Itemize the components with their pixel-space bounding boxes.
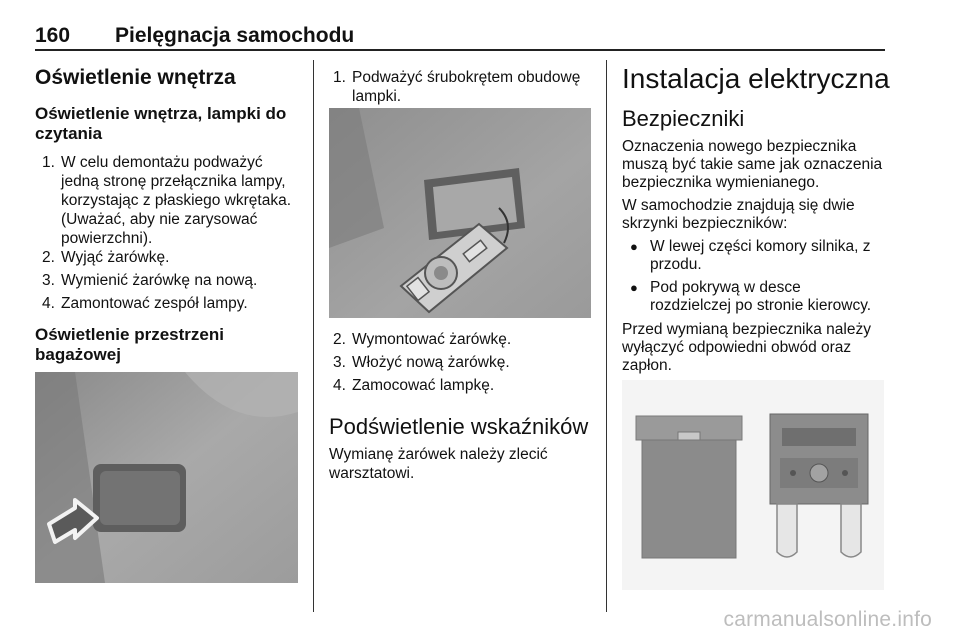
step-text: Włożyć nową żarówkę.	[352, 354, 510, 371]
step-text-line: jedną stronę przełącznika lampy,	[61, 173, 286, 190]
list-item-step-1	[333, 68, 603, 108]
section-title-electrical: Instalacja elektryczna	[622, 63, 890, 94]
step-number: 4.	[333, 377, 346, 394]
step-text: Zamocować lampkę.	[352, 377, 495, 394]
watermark: carmanualsonline.info	[723, 608, 932, 631]
section-title-instrument-lighting: Podświetlenie wskaźników	[329, 414, 589, 439]
step-text-line: lampki.	[352, 88, 402, 105]
paragraph-line: bezpiecznika wymienianego.	[622, 174, 820, 191]
column-divider-1	[313, 60, 314, 612]
paragraph-line: W samochodzie znajdują się dwie	[622, 197, 855, 214]
subsection-title-reading-lamps: Oświetlenie wnętrza, lampki do	[35, 104, 287, 123]
page-number: 160	[35, 24, 71, 47]
step-text-line: Podważyć śrubokrętem obudowę	[352, 69, 581, 86]
paragraph-line: wyłączyć odpowiedni obwód oraz	[622, 339, 852, 356]
page-header	[35, 24, 885, 50]
list-item-step-4	[333, 376, 593, 396]
illustration-fuses	[622, 380, 884, 590]
step-text-line: powierzchni).	[61, 230, 153, 247]
bullet-icon: ●	[630, 280, 638, 295]
list-item-step-1	[42, 153, 312, 253]
subsection-title-fuses: Bezpieczniki	[622, 106, 745, 131]
step-text: Zamontować zespół lampy.	[61, 295, 248, 312]
list-item-step-3	[333, 353, 593, 373]
step-number: 1.	[333, 69, 346, 86]
luggage-lamp-illustration	[35, 372, 298, 583]
step-number: 3.	[333, 354, 346, 371]
step-number: 2.	[42, 249, 55, 266]
page-title: Pielęgnacja samochodu	[115, 24, 355, 47]
list-item-step-2	[333, 330, 593, 350]
subsection-title-reading-lamps-cont: czytania	[35, 124, 103, 143]
subsection-title-luggage-lighting-cont: bagażowej	[35, 345, 121, 364]
step-number: 4.	[42, 295, 55, 312]
paragraph-line: muszą być takie same jak oznaczenia	[622, 156, 883, 173]
bullet-text-line: rozdzielczej po stronie kierowcy.	[650, 297, 872, 314]
paragraph-line: Oznaczenia nowego bezpiecznika	[622, 138, 857, 155]
list-item-step-3	[42, 271, 302, 291]
column-divider-2	[606, 60, 607, 612]
list-item-step-2	[42, 248, 302, 268]
step-text: Wyjąć żarówkę.	[61, 249, 170, 266]
bullet-text-line: przodu.	[650, 256, 702, 273]
step-number: 1.	[42, 154, 55, 171]
step-text: Wymontować żarówkę.	[352, 331, 512, 348]
step-text-line: korzystając z płaskiego wkrętaka.	[61, 192, 292, 209]
lamp-housing-illustration	[329, 108, 591, 318]
step-number: 2.	[333, 331, 346, 348]
cartridge-fuse-icon	[636, 416, 742, 558]
header-rule	[35, 49, 885, 51]
paragraph-line: Przed wymianą bezpiecznika należy	[622, 321, 871, 338]
bullet-text-line: W lewej części komory silnika, z	[650, 238, 871, 255]
step-text-line: W celu demontażu podważyć	[61, 154, 263, 171]
photo-lamp-housing	[329, 108, 591, 318]
photo-luggage-lamp	[35, 372, 298, 583]
section-title-interior-lighting: Oświetlenie wnętrza	[35, 66, 236, 89]
bullet-text-line: Pod pokrywą w desce	[650, 279, 801, 296]
step-text: Wymienić żarówkę na nową.	[61, 272, 258, 289]
list-item-bullet-1	[630, 237, 886, 277]
paragraph-line: warsztatowi.	[329, 465, 415, 482]
subsection-title-luggage-lighting: Oświetlenie przestrzeni	[35, 325, 224, 344]
step-text-line: (Uważać, aby nie zarysować	[61, 211, 258, 228]
step-number: 3.	[42, 272, 55, 289]
paragraph-line: zapłon.	[622, 357, 672, 374]
fuses-illustration	[622, 380, 884, 590]
list-item-step-4	[42, 294, 302, 314]
bullet-icon: ●	[630, 239, 638, 254]
paragraph-line: skrzynki bezpieczników:	[622, 215, 788, 232]
list-item-bullet-2	[630, 278, 886, 318]
paragraph-line: Wymianę żarówek należy zlecić	[329, 446, 548, 463]
